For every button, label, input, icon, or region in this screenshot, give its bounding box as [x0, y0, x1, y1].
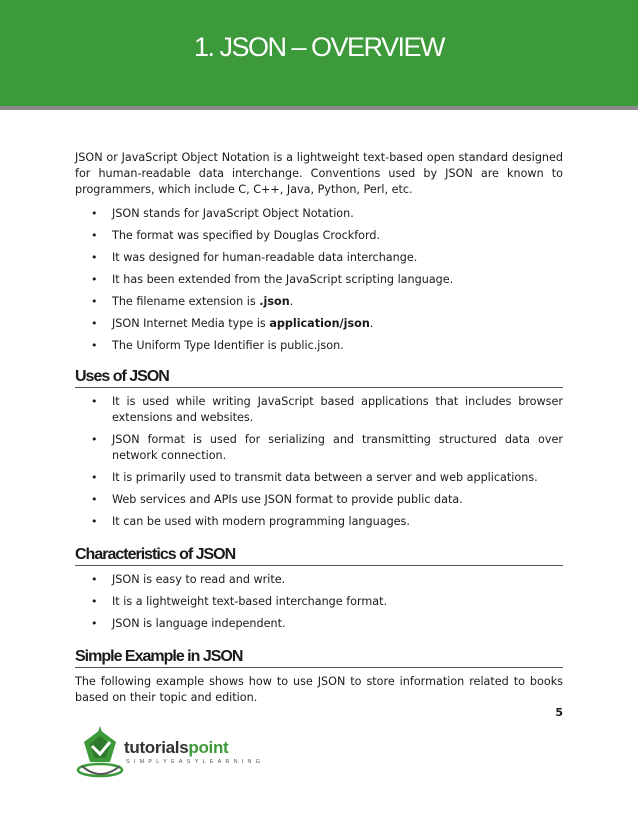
- list-item: • Web services and APIs use JSON format to provide public data.: [75, 492, 563, 508]
- logo-tagline: SIMPLYEASYLEARNING: [126, 759, 265, 765]
- list-item: • The Uniform Type Identifier is public.json.: [75, 338, 563, 354]
- list-item: • It is primarily used to transmit data between a server and web applications.: [75, 470, 563, 486]
- list-item: • JSON format is used for serializing and transmitting structured data over network connection.: [75, 432, 563, 464]
- list-item: • It is used while writing JavaScript based applications that includes browser extensions and websites.: [75, 394, 563, 426]
- section-title-characteristics: Characteristics of JSON: [75, 546, 563, 566]
- list-item: • JSON stands for JavaScript Object Notation.: [75, 206, 563, 222]
- intro-paragraph: JSON or JavaScript Object Notation is a lightweight text-based open standard designed for human-readable data interchange. Conventions used by JSON are known to programmers, which include C, C++, Java, Python, Perl, etc.: [75, 151, 563, 196]
- list-item: • JSON Internet Media type is application/json.: [75, 316, 563, 332]
- list-item: • It is a lightweight text-based interchange format.: [75, 594, 563, 610]
- list-item: • JSON is easy to read and write.: [75, 572, 563, 588]
- list-item: • JSON is language independent.: [75, 616, 563, 632]
- logo-wordmark: tutorialspoint: [124, 738, 229, 757]
- characteristics-list: [75, 572, 563, 632]
- list-item: • It was designed for human-readable data interchange.: [75, 250, 563, 266]
- example-paragraph: The following example shows how to use JSON to store information related to books based on their topic and edition.: [75, 675, 563, 704]
- list-item: • It can be used with modern programming languages.: [75, 514, 563, 530]
- page-number: 5: [555, 706, 563, 719]
- page-content: [75, 150, 563, 706]
- section-title-example: Simple Example in JSON: [75, 648, 563, 668]
- uses-list: [75, 394, 563, 530]
- tutorialspoint-logo: [76, 722, 276, 782]
- list-item: • The format was specified by Douglas Crockford.: [75, 228, 563, 244]
- section-title-uses: Uses of JSON: [75, 368, 563, 388]
- list-item: • It has been extended from the JavaScript scripting language.: [75, 272, 563, 288]
- logo-emblem-icon: [76, 722, 126, 782]
- overview-list: [75, 206, 563, 354]
- chapter-title: 1. JSON – OVERVIEW: [193, 32, 445, 62]
- list-item: • The filename extension is .json.: [75, 294, 563, 310]
- chapter-banner: [0, 0, 638, 110]
